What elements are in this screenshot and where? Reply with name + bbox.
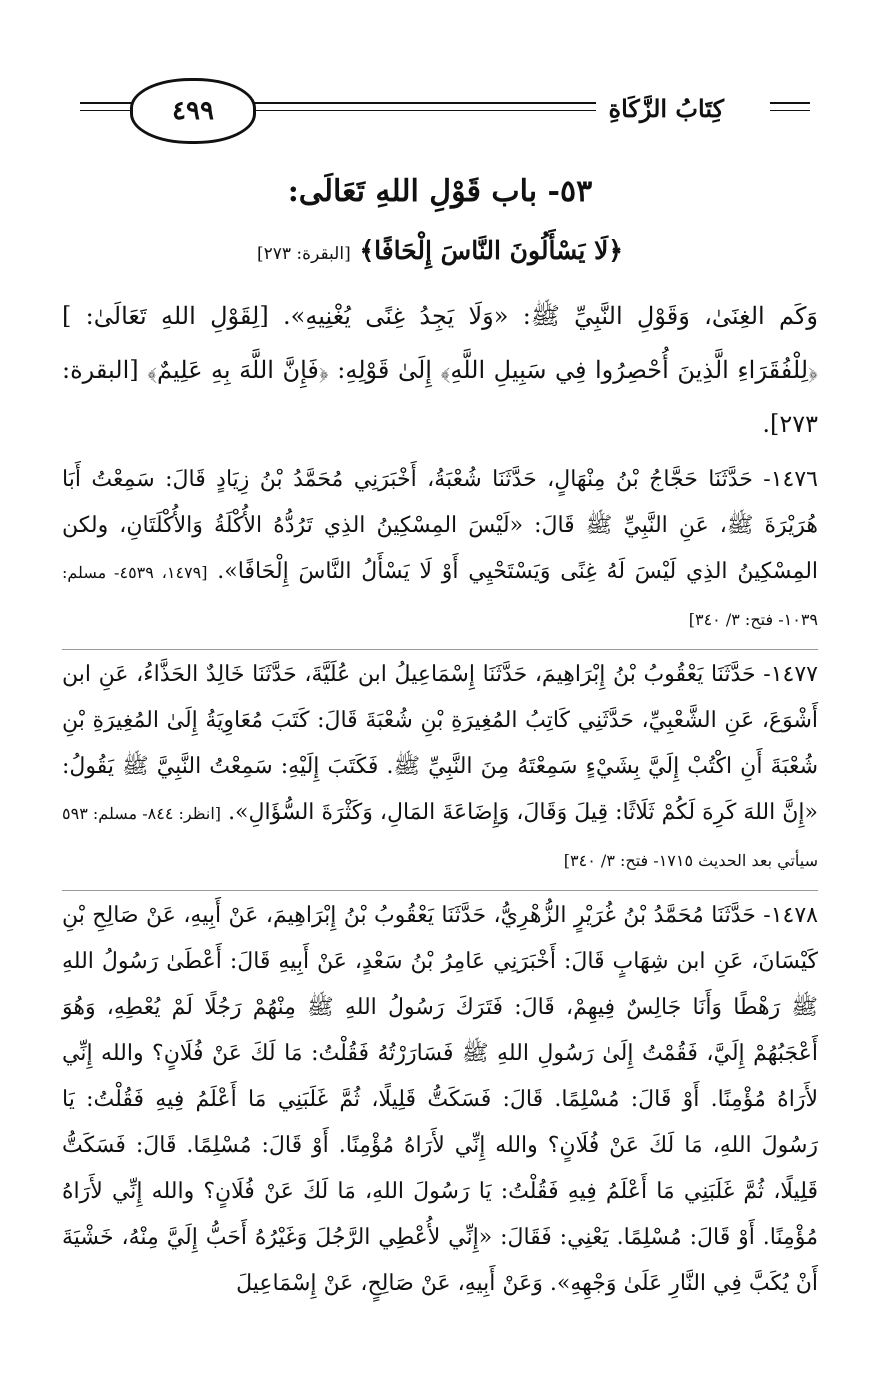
header-rule-right-top xyxy=(770,102,810,104)
chapter-verse: ﴿لَا يَسْأَلُونَ النَّاسَ إِلْحَافًا﴾ xyxy=(359,236,623,265)
hadith-1478 xyxy=(62,890,818,1313)
chapter-verse-ref: [البقرة: ٢٧٣] xyxy=(256,244,351,264)
header-rule-right-bottom xyxy=(770,110,810,111)
hadith-reference: [انظر: ٨٤٤- مسلم: ٥٩٣ سيأتي بعد الحديث ١٧١٥- فتح: ٣/ ٣٤٠] xyxy=(62,804,818,870)
hadith-1476 xyxy=(62,455,818,649)
chapter-verse-line xyxy=(62,228,818,277)
header-rule-mid-bottom xyxy=(246,110,596,111)
header-rule-mid-top xyxy=(246,102,596,104)
hadith-text: ١٤٧٦- حَدَّثَنَا حَجَّاجُ بْنُ مِنْهَالٍ، حَدَّثَنَا شُعْبَةُ، أَخْبَرَنِي مُحَمَّدُ بْنُ زِيَادٍ قَالَ: سَمِعْتُ أَبَا هُرَيْرَةَ ﷺ، عَنِ النَّبِيِّ ﷺ قَالَ: «لَيْسَ المِسْكِينُ الذِي تَرُدُّهُ الأُكْلَةُ وَالأُكْلَتَانِ، ولكن المِسْكِينُ الذِي لَيْسَ لَهُ غِنًى وَيَسْتَحْيِي أَوْ لَا يَسْأَلُ النَّاسَ إِلْحَافًا». xyxy=(62,467,819,584)
page-content xyxy=(62,170,818,1313)
hadith-text: ١٤٧٧- حَدَّثَنَا يَعْقُوبُ بْنُ إِبْرَاهِيمَ، حَدَّثَنَا إِسْمَاعِيلُ ابن عُلَيَّةَ، حَدَّثَنَا خَالِدٌ الحَذَّاءُ، عَنِ ابن أَشْوَعَ، عَنِ الشَّعْبِيِّ، حَدَّثَنِي كَاتِبُ المُغِيرَةِ بْنِ شُعْبَةَ قَالَ: كَتَبَ مُعَاوِيَةُ إِلَىٰ المُغِيرَةِ بْنِ شُعْبَةَ أَنِ اكْتُبْ إِلَيَّ بِشَيْءٍ سَمِعْتَهُ مِنَ النَّبِيِّ ﷺ. فَكَتَبَ إِلَيْهِ: سَمِعْتُ النَّبِيَّ ﷺ يَقُولُ: «إِنَّ اللهَ كَرِهَ لَكُمْ ثَلَاثًا: قِيلَ وَقَالَ، وَإِضَاعَةَ المَالِ، وَكَثْرَةَ السُّؤَالِ». xyxy=(62,662,818,825)
hadith-text: ١٤٧٨- حَدَّثَنَا مُحَمَّدُ بْنُ غُرَيْرٍ الزُّهْرِيُّ، حَدَّثَنَا يَعْقُوبُ بْنُ إِبْرَاهِيمَ، عَنْ أَبِيهِ، عَنْ صَالِحِ بْنِ كَيْسَانَ، عَنِ ابن شِهَابٍ قَالَ: أَخْبَرَنِي عَامِرُ بْنُ سَعْدٍ، عَنْ أَبِيهِ قَالَ: أَعْطَىٰ رَسُولُ اللهِ ﷺ رَهْطًا وَأَنَا جَالِسٌ فِيهِمْ، قَالَ: فَتَرَكَ رَسُولُ اللهِ ﷺ مِنْهُمْ رَجُلًا لَمْ يُعْطِهِ، وَهُوَ أَعْجَبُهُمْ إِلَيَّ، فَقُمْتُ إِلَىٰ رَسُولِ اللهِ ﷺ فَسَارَرْتُهُ فَقُلْتُ: مَا لَكَ عَنْ فُلَانٍ؟ والله إِنِّي لأَرَاهُ مُؤْمِنًا. أَوْ قَالَ: مُسْلِمًا. قَالَ: فَسَكَتُّ قَلِيلًا، ثُمَّ غَلَبَنِي مَا أَعْلَمُ فِيهِ فَقُلْتُ: يَا رَسُولَ اللهِ، مَا لَكَ عَنْ فُلَانٍ؟ والله إِنِّي لأَرَاهُ مُؤْمِنًا. أَوْ قَالَ: مُسْلِمًا. قَالَ: فَسَكَتُّ قَلِيلًا، ثُمَّ غَلَبَنِي مَا أَعْلَمُ فِيهِ فَقُلْتُ: يَا رَسُولَ اللهِ، مَا لَكَ عَنْ فُلَانٍ؟ والله إِنِّي لأَرَاهُ مُؤْمِنًا. أَوْ قَالَ: مُسْلِمًا. يَعْنِي: فَقَالَ: «إِنِّي لأُعْطِي الرَّجُلَ وَغَيْرُهُ أَحَبُّ إِلَيَّ مِنْهُ، خَشْيَةَ أَنْ يُكَبَّ فِي النَّارِ عَلَىٰ وَجْهِهِ». وَعَنْ أَبِيهِ، عَنْ صَالِحٍ، عَنْ إِسْمَاعِيلَ xyxy=(62,903,818,1296)
page-header xyxy=(60,74,820,144)
chapter-title: ٥٣- باب قَوْلِ اللهِ تَعَالَى: xyxy=(287,174,593,209)
book-title: كِتَابُ الزَّكَاةِ xyxy=(608,94,724,123)
hadith-1477 xyxy=(62,649,818,890)
chapter-intro: وَكَم الغِنَىٰ، وَقَوْلِ النَّبِيِّ ﷺ: «وَلَا يَجِدُ غِنًى يُغْنِيهِ». [لِقَوْلِ اللهِ تَعَالَىٰ: ] ﴿لِلْفُقَرَاءِ الَّذِينَ أُحْصِرُوا فِي سَبِيلِ اللَّهِ﴾ إِلَىٰ قَوْلِهِ: ﴿فَإِنَّ اللَّهَ بِهِ عَلِيمٌ﴾ [البقرة: ٢٧٣]. xyxy=(62,302,818,438)
hadith-reference: [١٤٧٩، ٤٥٣٩- مسلم: ١٠٣٩- فتح: ٣/ ٣٤٠] xyxy=(62,563,818,629)
page-number: ٤٩٩ xyxy=(130,78,256,144)
